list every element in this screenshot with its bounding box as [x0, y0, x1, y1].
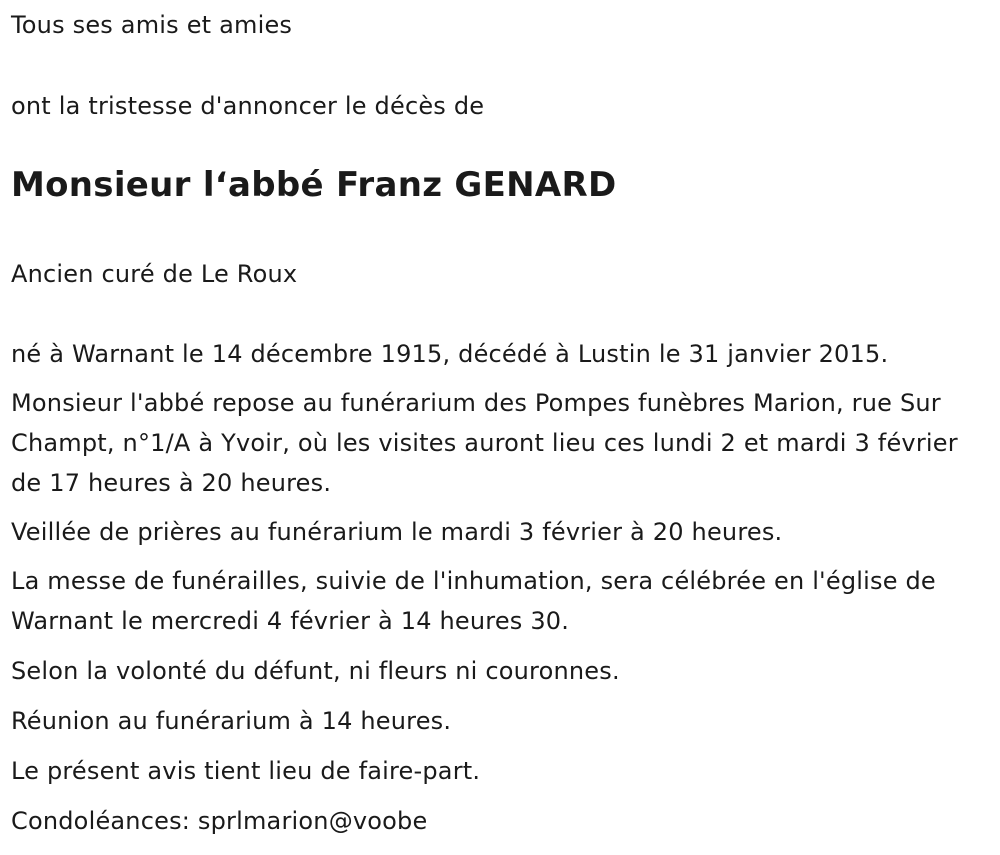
- wishes-text: Selon la volonté du défunt, ni fleurs ni couronnes.: [11, 657, 620, 685]
- role-text: Ancien curé de Le Roux: [11, 260, 298, 288]
- condolences-text: Condoléances: sprlmarion@voobe: [11, 807, 428, 835]
- meeting-text: Réunion au funérarium à 14 heures.: [11, 707, 452, 735]
- reposes-paragraph: Monsieur l'abbé repose au funérarium des Pompes funèbres Marion, rue Sur Champt, n°1/A à Yvoir, où les visites auront lieu ces lundi 2 et mardi 3 février de 17 heures à 20 heures.: [11, 389, 958, 497]
- mass-paragraph: La messe de funérailles, suivie de l'inhumation, sera célébrée en l'église de Warnant le mercredi 4 février à 14 heures 30.: [11, 567, 936, 635]
- birth-death-text: né à Warnant le 14 décembre 1915, décédé à Lustin le 31 janvier 2015.: [11, 340, 889, 368]
- intro-text: Tous ses amis et amies: [11, 11, 293, 39]
- announce-text: ont la tristesse d'annoncer le décès de: [11, 92, 485, 120]
- vigil-text: Veillée de prières au funérarium le mardi 3 février à 20 heures.: [11, 518, 783, 546]
- deceased-name: Monsieur l‘abbé Franz GENARD: [11, 165, 617, 205]
- notice-note-text: Le présent avis tient lieu de faire-part.: [11, 757, 481, 785]
